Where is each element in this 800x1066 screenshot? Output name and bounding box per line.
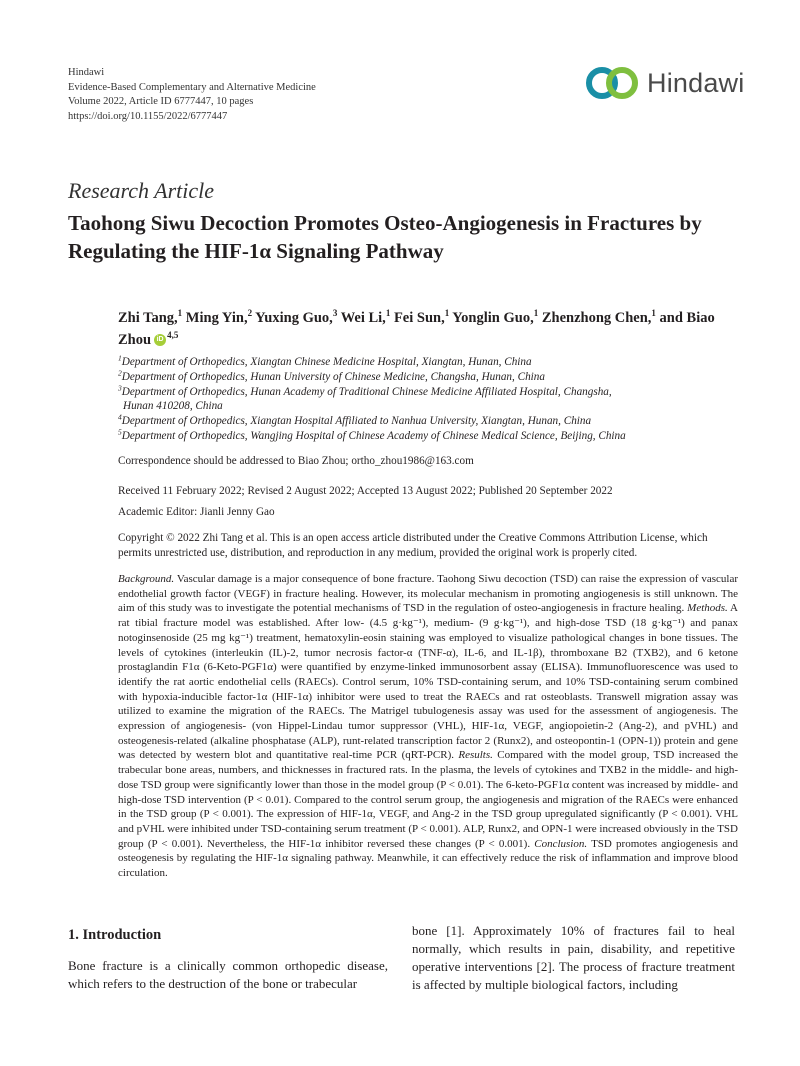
abstract-background: Vascular damage is a major consequence of bone fracture. Taohong Siwu decoction (TSD) can raise the expression of vascular endothelial growth factor (VEGF) in fracture healing. However, its molecular mechanism in promoting angiogenesis is still unknown. The aim of this study was to investigate the potential mechanisms of TSD in the regulation of osteo-angiogenesis in fracture healing. <box>118 573 738 615</box>
author-name: Zhenzhong Chen, <box>541 310 652 326</box>
affiliation-text: Department of Orthopedics, Hunan Academy of Traditional Chinese Medicine Affiliated Hospital, Changsha, <box>121 385 612 398</box>
affiliation-number: 1 <box>118 353 122 363</box>
author-affiliation-number: 1 <box>177 308 183 319</box>
affiliation-text: Department of Orthopedics, Wangjing Hospital of Chinese Academy of Chinese Medical Science, Beijing, China <box>121 429 626 442</box>
author-affiliation-number: 3 <box>332 308 338 319</box>
introduction-left-column: Bone fracture is a clinically common orthopedic disease, which refers to the destruction of the bone or trabecular <box>68 958 388 991</box>
author-affiliation-number: 1 <box>533 308 539 319</box>
abstract <box>118 572 738 881</box>
affiliation-item <box>118 355 738 370</box>
hindawi-logo <box>583 66 744 100</box>
affiliation-continuation: Hunan 410208, China <box>123 400 223 413</box>
abstract-results: Compared with the model group, TSD increased the trabecular bone areas, numbers, and thicknesses in fractured rats. In the plasma, the levels of cytokines and TXB2 in the middle- and high-dose TSD group were significantly lower than those in the model group (P < 0.01). The 6-keto-PGF1α content was increased by middle- and high-dose TSD intervention (P < 0.01). Compared to the control serum group, the angiogenesis and migration of the RAECs were enhanced in the TSD group (P < 0.001). The expression of HIF-1α, VEGF, and Ang-2 in the TSD group upregulated significantly (P < 0.001). VHL and pVHL were inhibited under TSD-containing serum treatment (P < 0.001). ALP, Runx2, and OPN-1 were increased obviously in the TSD group (P < 0.001). Nevertheless, the HIF-1α inhibitor reversed these changes (P < 0.001). <box>118 749 738 850</box>
author-name: Zhi Tang, <box>118 310 178 326</box>
journal-header <box>68 66 316 124</box>
author-name: Yuxing Guo, <box>255 310 333 326</box>
author-name: Ming Yin, <box>185 310 248 326</box>
affiliation-number: 3 <box>118 382 122 392</box>
affiliation-number: 5 <box>118 427 122 437</box>
article-type: Research Article <box>68 178 215 203</box>
academic-editor: Academic Editor: Jianli Jenny Gao <box>118 506 275 518</box>
publisher-name: Hindawi <box>68 67 105 78</box>
correspondence-line: Correspondence should be addressed to Biao Zhou; ortho_zhou1986@163.com <box>118 455 474 467</box>
volume-line: Volume 2022, Article ID 6777447, 10 pages <box>68 96 254 107</box>
copyright-notice: Copyright © 2022 Zhi Tang et al. This is an open access article distributed under the Creative Commons Attribution License, which permits unrestricted use, distribution, and reproduction in any medium, provided the original work is properly cited. <box>118 532 708 559</box>
journal-name: Evidence-Based Complementary and Alternative Medicine <box>68 81 316 93</box>
abstract-results-label: Results. <box>458 749 493 762</box>
affiliation-number: 2 <box>118 368 122 378</box>
doi-link[interactable]: https://doi.org/10.1155/2022/6777447 <box>68 110 228 122</box>
introduction-right-column: bone [1]. Approximately 10% of fractures fail to heal normally, which results in pain, disability, and repetitive operative interventions [2]. The process of fracture treatment is affected by multiple biological factors, including <box>412 923 735 992</box>
author-name: Wei Li, <box>340 310 386 326</box>
author-affiliation-number: 1 <box>651 308 656 319</box>
hindawi-rings-icon <box>583 66 641 100</box>
dates-line: Received 11 February 2022; Revised 2 August 2022; Accepted 13 August 2022; Published 20 September 2022 <box>118 485 613 497</box>
orcid-icon[interactable]: iD <box>154 334 166 346</box>
affiliation-text: Department of Orthopedics, Xiangtan Chinese Medicine Hospital, Xiangtan, Hunan, China <box>121 356 532 368</box>
author-name: Fei Sun, <box>393 310 445 326</box>
affiliation-number: 4 <box>118 412 122 422</box>
abstract-methods-label: Methods. <box>687 602 728 615</box>
affiliation-item <box>118 382 738 400</box>
abstract-background-label: Background. <box>118 573 175 585</box>
author-affiliation-number: 2 <box>247 308 253 319</box>
affiliation-text: Department of Orthopedics, Hunan University of Chinese Medicine, Changsha, Hunan, China <box>121 370 545 383</box>
author-affiliation-number: 4,5 <box>167 330 179 341</box>
author-list <box>118 307 738 351</box>
introduction-heading: 1. Introduction <box>68 927 162 943</box>
abstract-conclusion: TSD promotes angiogenesis and osteogenesis by regulating the HIF-1α signaling pathway. Meanwhile, it can effectively reduce the risk of inflammation and improve blood circulation. <box>118 837 738 880</box>
logo-text: Hindawi <box>647 67 745 98</box>
affiliation-text: Department of Orthopedics, Xiangtan Hospital Affiliated to Nanhua University, Xiangtan, Hunan, China <box>121 415 592 428</box>
abstract-methods: A rat tibial fracture model was established. After low- (4.5 g·kg⁻¹), medium- (9 g·kg⁻¹), and high-dose TSD (18 g·kg⁻¹) and panax notoginsenoside (25 mg kg⁻¹) treatment, hematoxylin-eosin staining was employed to visualize pathological changes in bone tissues. The levels of cytokines (interleukin (IL)-2, tumor necrosis factor-α (TNF-α), IL-6, and IL-1β), thromboxane B2 (TXB2), and 6 ketone prostaglandin F1α (6-Keto-PGF1α) were quantified by enzyme-linked immunosorbent assay (ELISA). Immunofluorescence was used to identify the rat aortic endothelial cells (RAECs). Control serum, 10% TSD-containing serum, and 10% TSD-containing serum combined with hypoxia-inducible factor-1α (HIF-1α) inhibitor were used to treat the RAECs and rat osteoblasts. Transwell migration assay was utilized to examine the migration of the RAECs. The Matrigel tubulogenesis assay was used for the assessment of angiogenesis. The expression of angiogenesis- (von Hippel-Lindau tumor suppressor (VHL), HIF-1α, VEGF, angiopoietin-2 (Ang-2), and pVHL) and osteogenesis-related (alkaline phosphatase (ALP), runt-related transcription factor 2 (Runx2), and osteopontin-1 (OPN-1)) protein and gene was detected by western blot and quantitative real-time PCR (qRT-PCR). <box>118 602 738 762</box>
abstract-conclusion-label: Conclusion. <box>534 837 588 850</box>
article-title: Taohong Siwu Decoction Promotes Osteo-Angiogenesis in Fractures by Regulating the HIF-1α Signaling Pathway <box>68 211 702 263</box>
affiliation-item <box>118 414 738 429</box>
author-name: and Biao Zhou <box>118 310 715 348</box>
affiliation-item <box>118 370 738 385</box>
author-affiliation-number: 1 <box>444 308 450 319</box>
affiliation-list <box>118 355 738 444</box>
author-affiliation-number: 1 <box>385 308 391 319</box>
affiliation-item <box>118 429 738 444</box>
author-name: Yonglin Guo, <box>452 310 534 326</box>
